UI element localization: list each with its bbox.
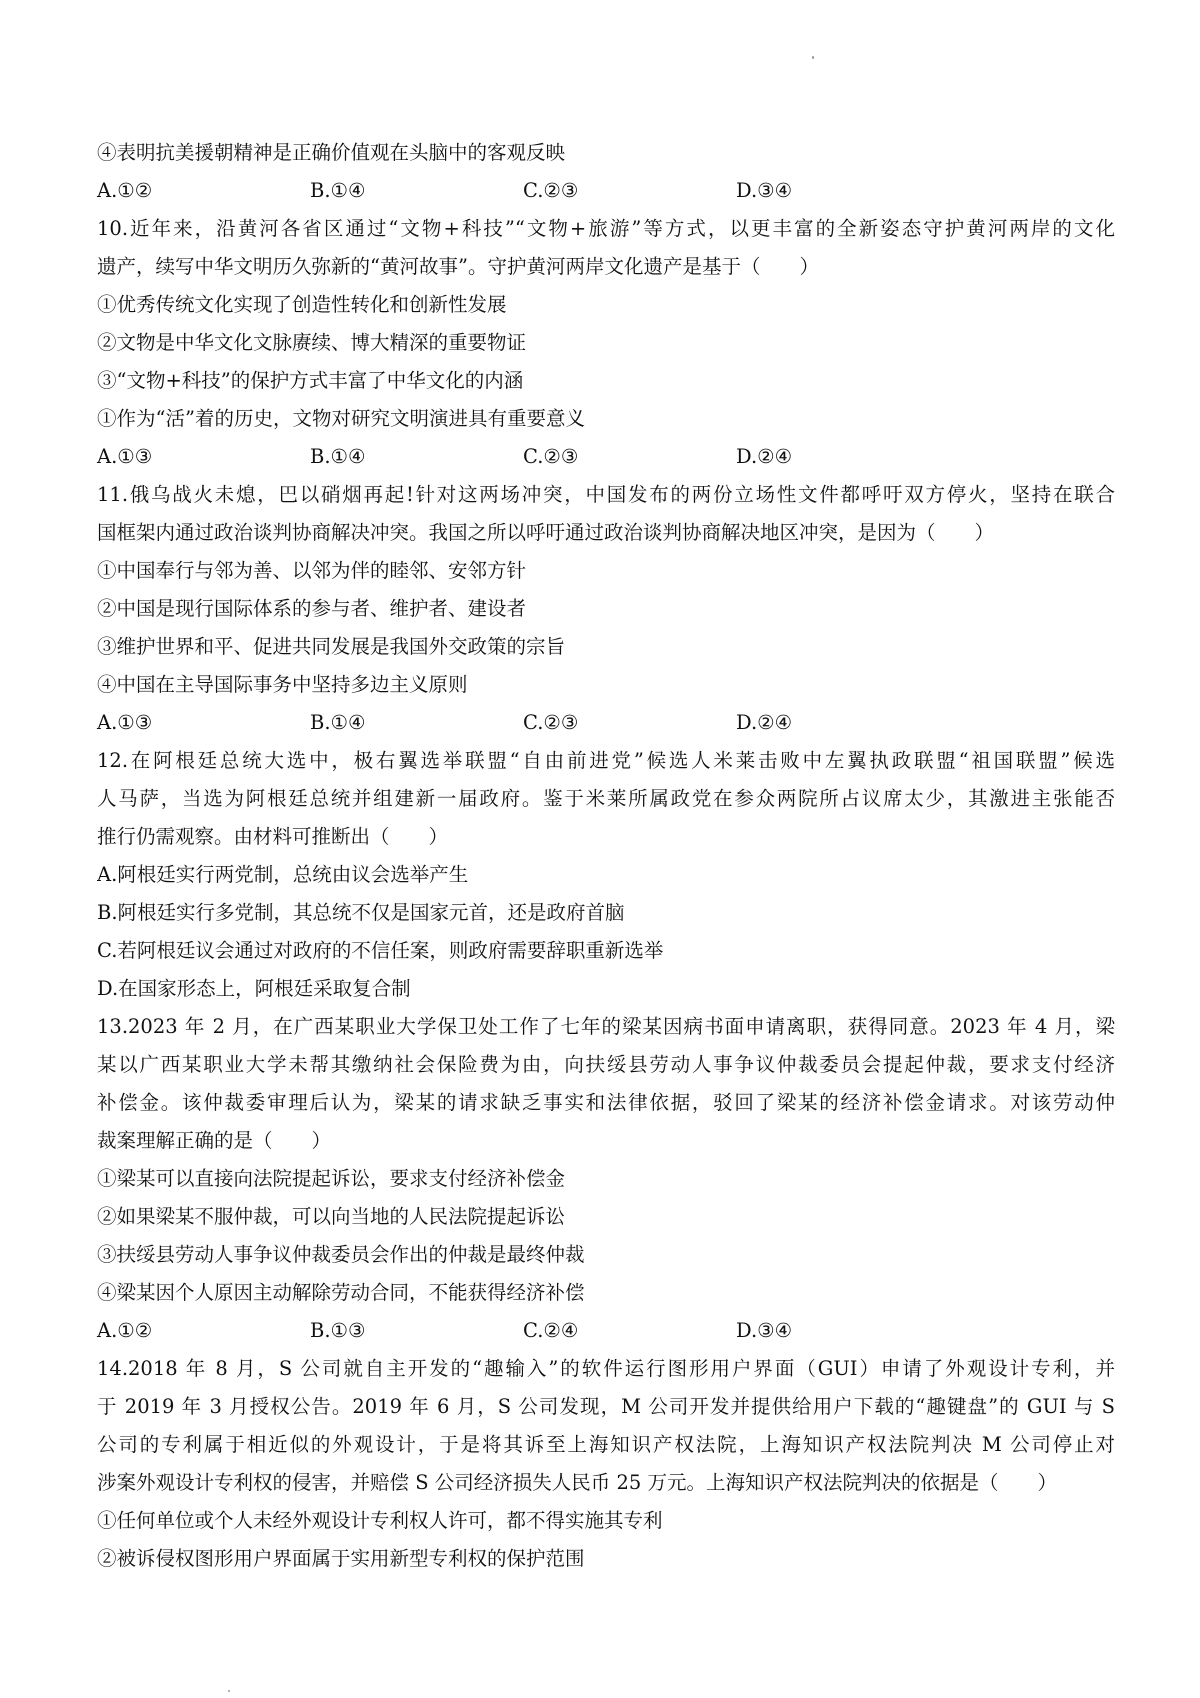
q14-stem: 14.2018 年 8 月，S 公司就自主开发的“趣输入”的软件运行图形用户界面（GUI）申请了外观设计专利，并 bbox=[97, 1357, 1115, 1380]
option-d: D.③④ bbox=[736, 179, 793, 202]
q12-stem: 12.在阿根廷总统大选中，极右翼选举联盟“自由前进党”候选人米莱击败中左翼执政联盟“祖国联盟”候选 bbox=[97, 749, 1115, 772]
q14-stem: 公司的专利属于相近似的外观设计，于是将其诉至上海知识产权法院，上海知识产权法院判决 M 公司停止对 bbox=[97, 1433, 1115, 1456]
scan-speck bbox=[812, 56, 814, 59]
q13-statement-3: ③扶绥县劳动人事争议仲裁委员会作出的仲裁是最终仲裁 bbox=[97, 1243, 585, 1266]
q10-stem: 10.近年来，沿黄河各省区通过“文物+科技”“文物+旅游”等方式，以更丰富的全新姿态守护黄河两岸的文化 bbox=[97, 217, 1115, 240]
q11-options bbox=[97, 704, 1115, 742]
q11-stem: 国框架内通过政治谈判协商解决冲突。我国之所以呼吁通过政治谈判协商解决地区冲突，是因为（ ） bbox=[97, 521, 995, 544]
q13-stem: 裁案理解正确的是（ ） bbox=[97, 1129, 332, 1152]
q13-statement-4: ④梁某因个人原因主动解除劳动合同，不能获得经济补偿 bbox=[97, 1281, 585, 1304]
q10-stem: 遗产，续写中华文明历久弥新的“黄河故事”。守护黄河两岸文化遗产是基于（ ） bbox=[97, 255, 819, 278]
q11-statement-3: ③维护世界和平、促进共同发展是我国外交政策的宗旨 bbox=[97, 635, 566, 658]
option-b: B.①④ bbox=[310, 711, 366, 734]
option-c: C.②③ bbox=[523, 445, 579, 468]
q9-statement-4: ④表明抗美援朝精神是正确价值观在头脑中的客观反映 bbox=[97, 141, 566, 164]
q13-stem: 13.2023 年 2 月，在广西某职业大学保卫处工作了七年的梁某因病书面申请离职，获得同意。2023 年 4 月，梁 bbox=[97, 1015, 1115, 1038]
q11-stem: 11.俄乌战火未熄，巴以硝烟再起!针对这两场冲突，中国发布的两份立场性文件都呼吁双方停火，坚持在联合 bbox=[97, 483, 1115, 506]
q12-option-b: B.阿根廷实行多党制，其总统不仅是国家元首，还是政府首脑 bbox=[97, 901, 625, 924]
scan-speck bbox=[228, 1690, 230, 1692]
q12-option-d: D.在国家形态上，阿根廷采取复合制 bbox=[97, 977, 411, 1000]
q9-options bbox=[97, 172, 1115, 210]
option-a: A.①② bbox=[97, 179, 153, 202]
q10-statement-3: ③“文物+科技”的保护方式丰富了中华文化的内涵 bbox=[97, 369, 524, 392]
q14-statement-2: ②被诉侵权图形用户界面属于实用新型专利权的保护范围 bbox=[97, 1547, 585, 1570]
option-c: C.②③ bbox=[523, 179, 579, 202]
q10-options bbox=[97, 438, 1115, 476]
q12-option-a: A.阿根廷实行两党制，总统由议会选举产生 bbox=[97, 863, 469, 886]
q13-statement-1: ①梁某可以直接向法院提起诉讼，要求支付经济补偿金 bbox=[97, 1167, 566, 1190]
q13-options bbox=[97, 1312, 1115, 1350]
q13-stem: 补偿金。该仲裁委审理后认为，梁某的请求缺乏事实和法律依据，驳回了梁某的经济补偿金请求。对该劳动仲 bbox=[97, 1091, 1115, 1114]
option-a: A.①② bbox=[97, 1319, 153, 1342]
option-d: D.②④ bbox=[736, 445, 793, 468]
q13-statement-2: ②如果梁某不服仲裁，可以向当地的人民法院提起诉讼 bbox=[97, 1205, 566, 1228]
option-b: B.①③ bbox=[310, 1319, 366, 1342]
option-a: A.①③ bbox=[97, 445, 153, 468]
option-d: D.③④ bbox=[736, 1319, 793, 1342]
q12-option-c: C.若阿根廷议会通过对政府的不信任案，则政府需要辞职重新选举 bbox=[97, 939, 664, 962]
option-c: C.②③ bbox=[523, 711, 579, 734]
q10-statement-1: ①优秀传统文化实现了创造性转化和创新性发展 bbox=[97, 293, 507, 316]
q14-stem: 于 2019 年 3 月授权公告。2019 年 6 月，S 公司发现，M 公司开发并提供给用户下载的“趣键盘”的 GUI 与 S bbox=[97, 1395, 1115, 1418]
q11-statement-2: ②中国是现行国际体系的参与者、维护者、建设者 bbox=[97, 597, 527, 620]
option-b: B.①④ bbox=[310, 445, 366, 468]
q12-stem: 人马萨，当选为阿根廷总统并组建新一届政府。鉴于米莱所属政党在参众两院所占议席太少，其激进主张能否 bbox=[97, 787, 1115, 810]
option-d: D.②④ bbox=[736, 711, 793, 734]
option-a: A.①③ bbox=[97, 711, 153, 734]
q14-statement-1: ①任何单位或个人未经外观设计专利权人许可，都不得实施其专利 bbox=[97, 1509, 663, 1532]
q11-statement-1: ①中国奉行与邻为善、以邻为伴的睦邻、安邻方针 bbox=[97, 559, 527, 582]
q10-statement-4: ①作为“活”着的历史，文物对研究文明演进具有重要意义 bbox=[97, 407, 585, 430]
option-c: C.②④ bbox=[523, 1319, 579, 1342]
q10-statement-2: ②文物是中华文化文脉赓续、博大精深的重要物证 bbox=[97, 331, 527, 354]
question-content bbox=[97, 134, 1115, 1578]
option-b: B.①④ bbox=[310, 179, 366, 202]
q13-stem: 某以广西某职业大学未帮其缴纳社会保险费为由，向扶绥县劳动人事争议仲裁委员会提起仲裁，要求支付经济 bbox=[97, 1053, 1115, 1076]
q14-stem: 涉案外观设计专利权的侵害，并赔偿 S 公司经济损失人民币 25 万元。上海知识产权法院判决的依据是（ ） bbox=[97, 1471, 1057, 1494]
q11-statement-4: ④中国在主导国际事务中坚持多边主义原则 bbox=[97, 673, 468, 696]
q12-stem: 推行仍需观察。由材料可推断出（ ） bbox=[97, 825, 449, 848]
